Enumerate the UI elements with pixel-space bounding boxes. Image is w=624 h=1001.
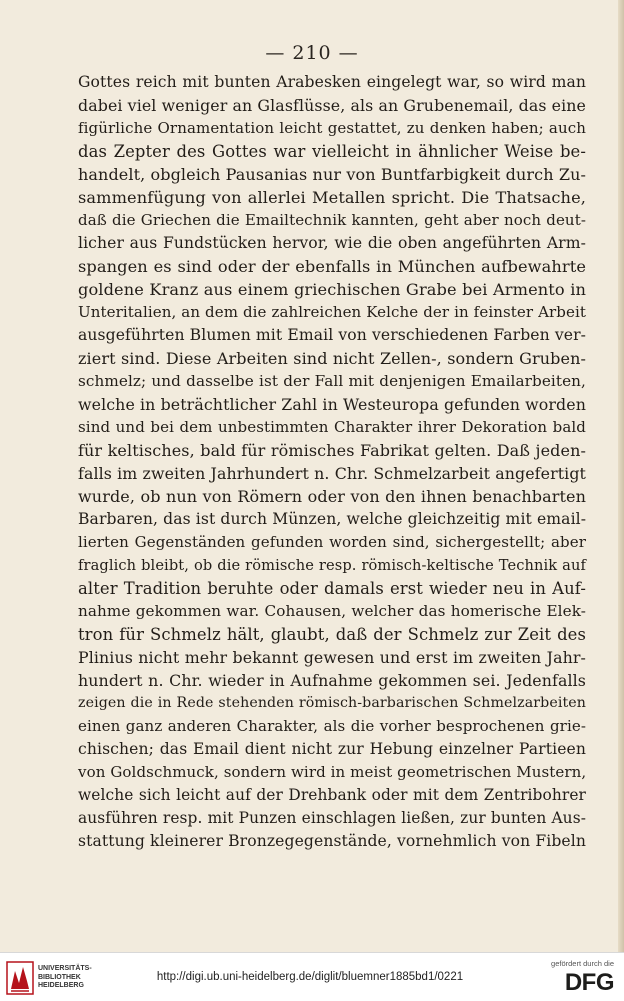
text-line: dabei viel weniger an Glasflüsse, als an Grubenemail, das eine: [78, 96, 586, 115]
text-line: handelt, obgleich Pausanias nur von Buntfarbigkeit durch Zu-: [78, 165, 586, 184]
text-line: daß die Griechen die Emailtechnik kannten, geht aber noch deut-: [78, 211, 586, 229]
body-text: [78, 71, 586, 853]
text-line: das Zepter des Gottes war vielleicht in ähnlicher Weise be-: [78, 142, 586, 161]
text-line: ausführen resp. mit Punzen einschlagen ließen, zur bunten Aus-: [78, 809, 586, 827]
text-line: Gottes reich mit bunten Arabesken eingelegt war, so wird man: [78, 73, 586, 91]
text-line: stattung kleinerer Bronzegegenstände, vornehmlich von Fibeln: [78, 832, 586, 850]
text-line: wurde, ob nun von Römern oder von den ihnen benachbarten: [78, 487, 586, 506]
text-line: hundert n. Chr. wieder in Aufnahme gekommen sei. Jedenfalls: [78, 671, 586, 690]
library-name-line: HEIDELBERG: [38, 982, 84, 989]
permalink-url[interactable]: http://digi.ub.uni-heidelberg.de/diglit/bluemner1885bd1/0221: [156, 971, 464, 983]
text-line: ziert sind. Diese Arbeiten sind nicht Zellen-, sondern Gruben-: [78, 349, 586, 368]
text-line: welche sich leicht auf der Drehbank oder mit dem Zentribohrer: [78, 786, 586, 804]
text-line: sind und bei dem unbestimmten Charakter ihrer Dekoration bald: [78, 418, 586, 436]
text-line: goldene Kranz aus einem griechischen Grabe bei Armento in: [78, 280, 586, 299]
text-line: welche in beträchtlicher Zahl in Westeuropa gefunden worden: [78, 395, 586, 414]
text-line: ausgeführten Blumen mit Email von verschiedenen Farben ver-: [78, 326, 586, 344]
text-line: Plinius nicht mehr bekannt gewesen und erst im zweiten Jahr-: [78, 648, 586, 667]
text-line: nahme gekommen war. Cohausen, welcher das homerische Elek-: [78, 602, 586, 620]
text-line: lierten Gegenständen gefunden worden sind, sichergestellt; aber: [78, 533, 586, 551]
text-line: Barbaren, das ist durch Münzen, welche gleichzeitig mit email-: [78, 510, 587, 528]
library-logo[interactable]: [6, 961, 126, 995]
text-line: licher aus Fundstücken hervor, wie die oben angeführten Arm-: [78, 234, 586, 252]
text-line: spangen es sind oder der ebenfalls in München aufbewahrte: [78, 257, 586, 276]
text-line: falls im zweiten Jahrhundert n. Chr. Schmelzarbeit angefertigt: [78, 464, 586, 483]
library-name-line: UNIVERSITÄTS-: [38, 965, 92, 972]
text-line: Unteritalien, an dem die zahlreichen Kelche der in feinster Arbeit: [78, 303, 586, 321]
text-line: figürliche Ornamentation leicht gestattet, zu denken haben; auch: [78, 119, 586, 137]
page-number: — 210 —: [265, 42, 359, 64]
text-line: sammenfügung von allerlei Metallen spricht. Die Thatsache,: [78, 188, 586, 207]
heidelberg-library-icon: [6, 961, 34, 995]
text-line: alter Tradition beruhte oder damals erst wieder neu in Auf-: [78, 579, 586, 598]
text-line: tron für Schmelz hält, glaubt, daß der Schmelz zur Zeit des: [78, 625, 586, 644]
text-line: von Goldschmuck, sondern wird in meist geometrischen Mustern,: [78, 763, 587, 781]
page-edge: [618, 0, 624, 952]
library-name: [38, 965, 92, 991]
sponsor-caption: gefördert durch die: [551, 959, 614, 968]
text-line: chischen; das Email dient nicht zur Hebung einzelner Partieen: [78, 740, 586, 758]
text-line: einen ganz anderen Charakter, als die vorher besprochenen grie-: [78, 717, 586, 735]
text-line: zeigen die in Rede stehenden römisch-barbarischen Schmelzarbeiten: [78, 695, 586, 711]
text-line: für keltisches, bald für römisches Fabrikat gelten. Daß jeden-: [78, 441, 586, 460]
dfg-logo[interactable]: DFG: [564, 969, 614, 996]
library-name-line: BIBLIOTHEK: [38, 973, 81, 981]
text-line: fraglich bleibt, ob die römische resp. römisch-keltische Technik auf: [78, 557, 586, 574]
footer-bar: [0, 952, 624, 1001]
text-line: schmelz; und dasselbe ist der Fall mit denjenigen Emailarbeiten,: [78, 372, 586, 390]
